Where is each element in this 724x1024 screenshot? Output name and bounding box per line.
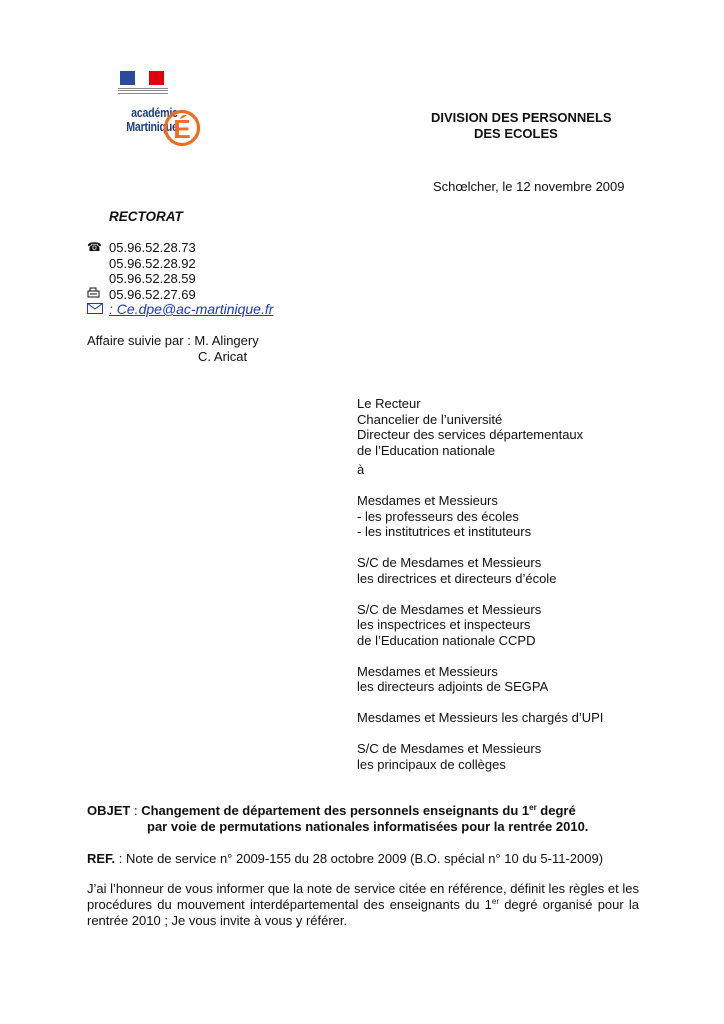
email-link[interactable]: : Ce.dpe@ac-martinique.fr: [109, 301, 274, 317]
objet-section: [87, 803, 588, 834]
logo-region-text: Martinique: [126, 119, 178, 134]
text-line: - les institutrices et instituteurs: [357, 524, 532, 539]
ref-text: : Note de service n° 2009-155 du 28 octobre 2009 (B.O. spécial n° 10 du 5-11-2009): [115, 851, 604, 866]
phone-list: [87, 240, 196, 302]
addressee-block: [357, 396, 603, 788]
objet-text-1-end: degré: [536, 803, 576, 818]
phone-row: [87, 271, 196, 287]
fax-row: [87, 287, 196, 303]
text-line: les principaux de collèges: [357, 756, 506, 772]
body-paragraph: [87, 881, 639, 929]
paragraph-text-end: degré organisé pour la rentrée 2010 ; Je vous invite à vous y référer.: [87, 897, 640, 928]
objet-sup: er: [529, 803, 537, 812]
affaire-line-1: Affaire suivie par : M. Alingery: [87, 333, 259, 348]
logo-letter: É: [173, 114, 191, 144]
fax-icon: [87, 287, 109, 303]
phone-row: [87, 256, 196, 272]
text-line: Directeur des services départementaux: [357, 427, 584, 442]
phone-icon: ☎: [87, 240, 102, 254]
email-row: [87, 302, 273, 318]
text-line: les directeurs adjoints de SEGPA: [357, 679, 549, 694]
division-line-2: DES ECOLES: [474, 125, 558, 141]
text-line: les inspectrices et inspecteurs: [357, 617, 531, 632]
republique-francaise-motto: [118, 86, 168, 92]
text-line: de l’Education nationale: [357, 442, 496, 458]
text-line: Le Recteur: [357, 396, 421, 411]
addressee-group: [357, 664, 603, 695]
text-line: Chancelier de l’université: [357, 411, 503, 427]
ref-section: [87, 851, 603, 867]
paragraph-text: J’ai l’honneur de vous informer que la note de service citée en référence, définit les règles et les procédures du mouvement interdépartemental des enseignants du 1: [87, 881, 639, 912]
addressee-group: [357, 710, 603, 726]
phone-number: 05.96.52.28.73: [109, 240, 196, 255]
logo-academie-text: académie: [131, 105, 178, 120]
fax-number: 05.96.52.27.69: [109, 286, 196, 302]
text-line: S/C de Mesdames et Messieurs: [357, 601, 542, 617]
text-line: S/C de Mesdames et Messieurs: [357, 741, 542, 756]
french-flag-icon: [120, 71, 164, 85]
a-word: à: [357, 462, 365, 477]
objet-text-1: Changement de département des personnels enseignants du 1: [141, 803, 530, 818]
objet-label: OBJET: [87, 803, 131, 818]
phone-number: 05.96.52.28.92: [109, 255, 196, 271]
letter-e-logo-icon: [164, 98, 200, 148]
sender-title: [357, 396, 603, 478]
text-line: Mesdames et Messieurs: [357, 493, 498, 508]
rectorat-label: RECTORAT: [109, 209, 183, 224]
text-line: de l’Education nationale CCPD: [357, 632, 536, 648]
phone-row: [87, 240, 196, 256]
division-heading: [431, 110, 612, 141]
academie-martinique-logo: [106, 68, 216, 158]
addressee-group: [357, 555, 603, 586]
objet-sep: :: [130, 803, 142, 818]
division-line-1: DIVISION DES PERSONNELS: [431, 110, 612, 125]
addressee-group: [357, 602, 603, 649]
addressee-group: [357, 493, 603, 540]
affaire-line-2: C. Aricat: [198, 348, 248, 364]
text-line: les directrices et directeurs d’école: [357, 570, 557, 586]
phone-number: 05.96.52.28.59: [109, 271, 196, 286]
mail-icon: [87, 302, 109, 318]
affaire-suivie: [87, 333, 259, 364]
date-line: Schœlcher, le 12 novembre 2009: [433, 179, 625, 194]
objet-text-2: par voie de permutations nationales informatisées pour la rentrée 2010.: [147, 818, 589, 834]
ref-label: REF.: [87, 851, 116, 866]
text-line: Mesdames et Messieurs: [357, 663, 498, 679]
text-line: - les professeurs des écoles: [357, 508, 519, 524]
addressee-group: [357, 741, 603, 772]
text-line: Mesdames et Messieurs les chargés d’UPI: [357, 710, 604, 725]
paragraph-sup: er: [491, 897, 500, 906]
text-line: S/C de Mesdames et Messieurs: [357, 555, 542, 570]
